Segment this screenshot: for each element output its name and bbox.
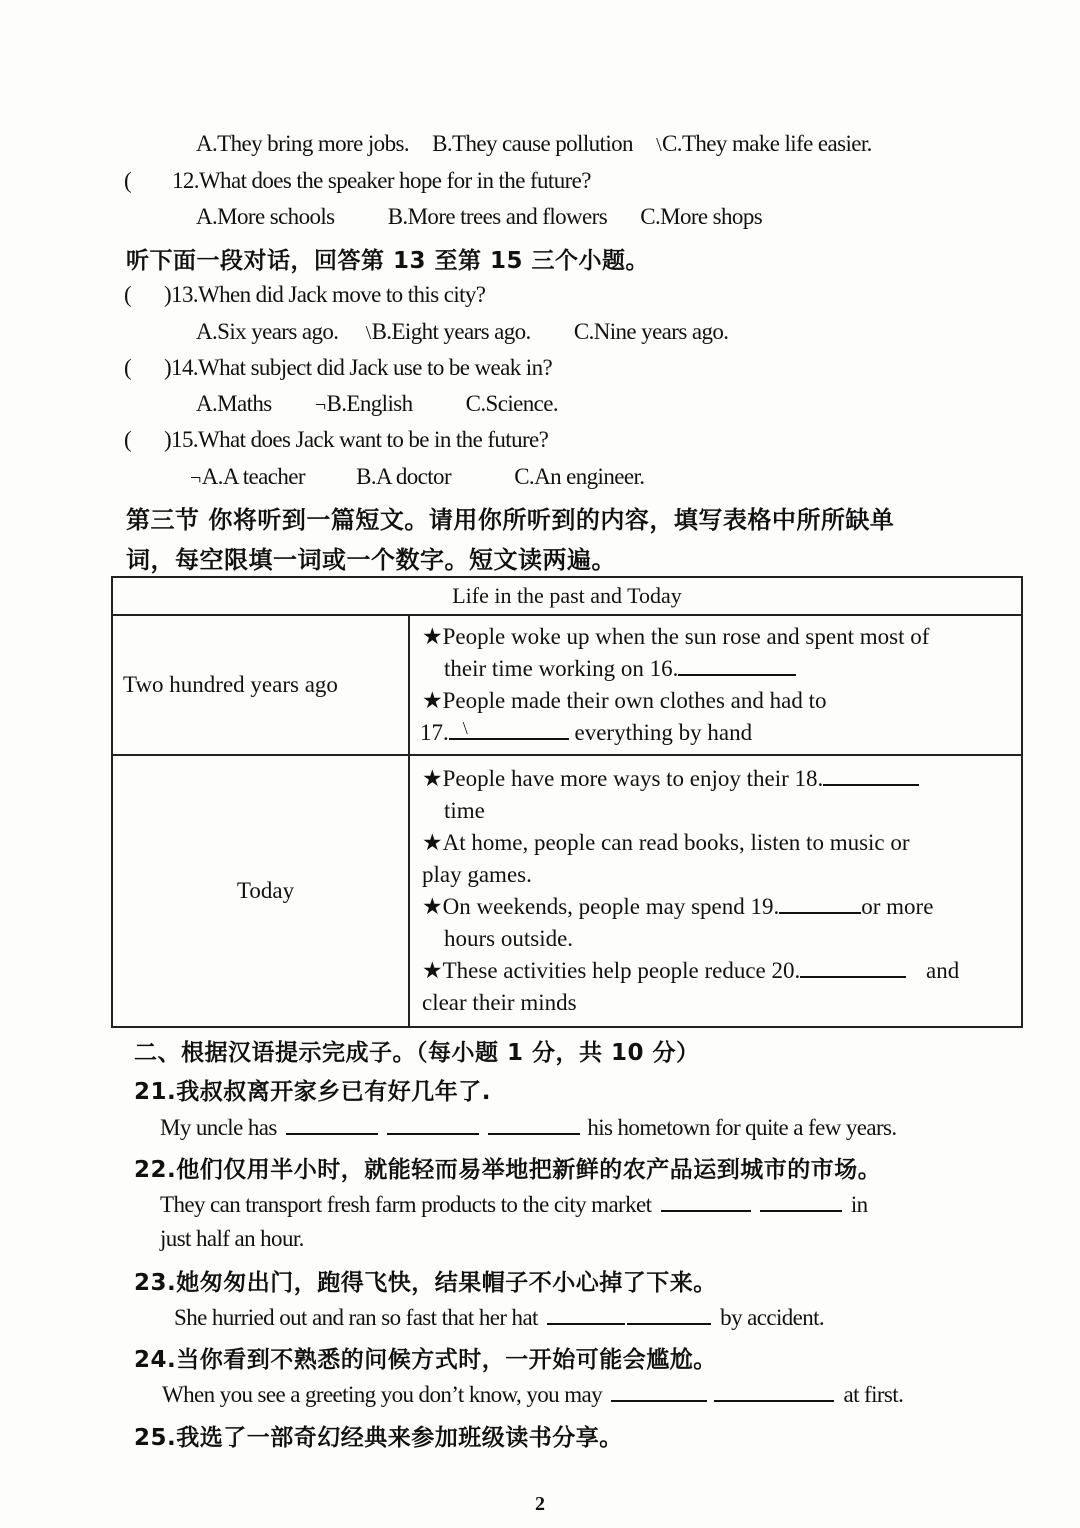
q11-option-a: A.They bring more jobs. — [196, 131, 409, 156]
row-content-past — [409, 615, 1022, 755]
q11-option-b: B.They cause pollution — [432, 131, 633, 156]
page-number: 2 — [535, 1493, 545, 1515]
q11-option-c: \C.They make life easier. — [656, 131, 872, 156]
q14-question — [124, 355, 552, 381]
bullet-text: hours outside. — [444, 926, 574, 951]
q14-option-a: A.Maths — [196, 391, 272, 416]
answer-paren: ( — [124, 355, 132, 380]
blank-23a[interactable] — [547, 1303, 625, 1325]
q12-option-b: B.More trees and flowers — [387, 204, 608, 229]
answer-mark: \ — [656, 134, 662, 156]
row-content-today — [409, 755, 1022, 1027]
q12-text: 12.What does the speaker hope for in the future? — [172, 168, 591, 193]
blank-20[interactable] — [800, 956, 906, 978]
blank-22b[interactable] — [760, 1190, 842, 1212]
table-title: Life in the past and Today — [112, 577, 1022, 615]
blank-21a[interactable] — [286, 1113, 378, 1135]
answer-mark: \ — [462, 718, 468, 738]
q15-option-b: B.A doctor — [356, 464, 452, 489]
q14-text: )14.What subject did Jack use to be weak in? — [164, 355, 553, 380]
section3-instruction-2: 词，每空限填一词或一个数字。短文读两遍。 — [126, 546, 616, 574]
q12-question — [124, 168, 591, 194]
section3-instruction-1: 第三节 你将听到一篇短文。请用你所听到的内容，填写表格中所所缺单 — [126, 506, 895, 534]
blank-22a[interactable] — [661, 1190, 751, 1212]
answer-paren: ( — [124, 168, 132, 193]
q13-text: )13.When did Jack move to this city? — [164, 282, 486, 307]
blank-23b[interactable] — [627, 1303, 711, 1325]
listening-instruction: 听下面一段对话，回答第 13 至第 15 三个小题。 — [126, 248, 650, 274]
q13-question — [124, 282, 485, 308]
bullet-text: clear their minds — [422, 990, 577, 1015]
answer-paren: ( — [124, 282, 132, 307]
q13-option-c: C.Nine years ago. — [573, 319, 729, 344]
q21-chinese: 21.我叔叔离开家乡已有好几年了. — [134, 1079, 491, 1105]
q21-english: My uncle has his hometown for quite a few years. — [160, 1115, 897, 1140]
blank-24a[interactable] — [611, 1380, 707, 1402]
q15-option-a: ¬A.A teacher — [190, 464, 305, 489]
bullet-text: ★People woke up when the sun rose and spent most of — [422, 624, 930, 649]
answer-mark: ¬ — [314, 394, 326, 416]
q11-options — [196, 131, 872, 157]
bullet-text: ★People have more ways to enjoy their 18. — [422, 763, 1011, 795]
q15-text: )15.What does Jack want to be in the future? — [164, 427, 549, 452]
life-table — [111, 576, 1023, 1028]
row-label-today: Today — [112, 755, 409, 1027]
bullet-text: 17. \ everything by hand — [420, 717, 1011, 749]
q13-options — [196, 319, 728, 345]
q23-english: She hurried out and ran so fast that her hat by accident. — [174, 1305, 825, 1330]
blank-17[interactable] — [449, 718, 569, 740]
q14-options — [196, 391, 558, 417]
blank-16[interactable] — [678, 654, 796, 676]
blank-18[interactable] — [823, 764, 919, 786]
q12-option-a: A.More schools — [196, 204, 335, 229]
answer-mark: ¬ — [190, 467, 201, 489]
row-label-past: Two hundred years ago — [112, 615, 409, 755]
blank-24b[interactable] — [714, 1380, 834, 1402]
q13-option-a: A.Six years ago. — [196, 319, 339, 344]
q25-chinese: 25.我选了一部奇幻经典来参加班级读书分享。 — [134, 1425, 623, 1451]
blank-21b[interactable] — [387, 1113, 479, 1135]
blank-21c[interactable] — [488, 1113, 580, 1135]
q15-question — [124, 427, 548, 453]
bullet-text: play games. — [422, 862, 532, 887]
bullet-text: time — [444, 798, 485, 823]
q22-english-cont: just half an hour. — [160, 1226, 304, 1251]
blank-19[interactable] — [779, 892, 861, 914]
q12-options — [196, 204, 762, 230]
bullet-text: ★These activities help people reduce 20. and — [422, 958, 960, 983]
q14-option-b: ¬B.English — [314, 391, 413, 416]
q15-option-c: C.An engineer. — [514, 464, 645, 489]
q24-chinese: 24.当你看到不熟悉的问候方式时，一开始可能会尴尬。 — [134, 1347, 717, 1373]
answer-paren: ( — [124, 427, 132, 452]
bullet-text: ★At home, people can read books, listen to music or — [422, 830, 910, 855]
bullet-text: their time working on 16. — [422, 653, 1011, 685]
answer-mark: \ — [365, 322, 371, 344]
bullet-text: ★People made their own clothes and had to — [422, 688, 827, 713]
q15-options — [190, 464, 644, 490]
q12-option-c: C.More shops — [640, 204, 763, 229]
bullet-text: ★On weekends, people may spend 19. or more — [422, 894, 934, 919]
q22-chinese: 22.他们仅用半小时，就能轻而易举地把新鲜的农产品运到城市的市场。 — [134, 1157, 882, 1183]
q22-english: They can transport fresh farm products to the city market in — [160, 1192, 868, 1217]
q13-option-b: \B.Eight years ago. — [365, 319, 531, 344]
q14-option-c: C.Science. — [465, 391, 559, 416]
part2-title: 二、根据汉语提示完成子。（每小题 1 分，共 10 分） — [134, 1040, 700, 1066]
q23-chinese: 23.她匆匆出门，跑得飞快，结果帽子不小心掉了下来。 — [134, 1270, 717, 1296]
q24-english: When you see a greeting you don’t know, you may at first. — [162, 1382, 904, 1407]
